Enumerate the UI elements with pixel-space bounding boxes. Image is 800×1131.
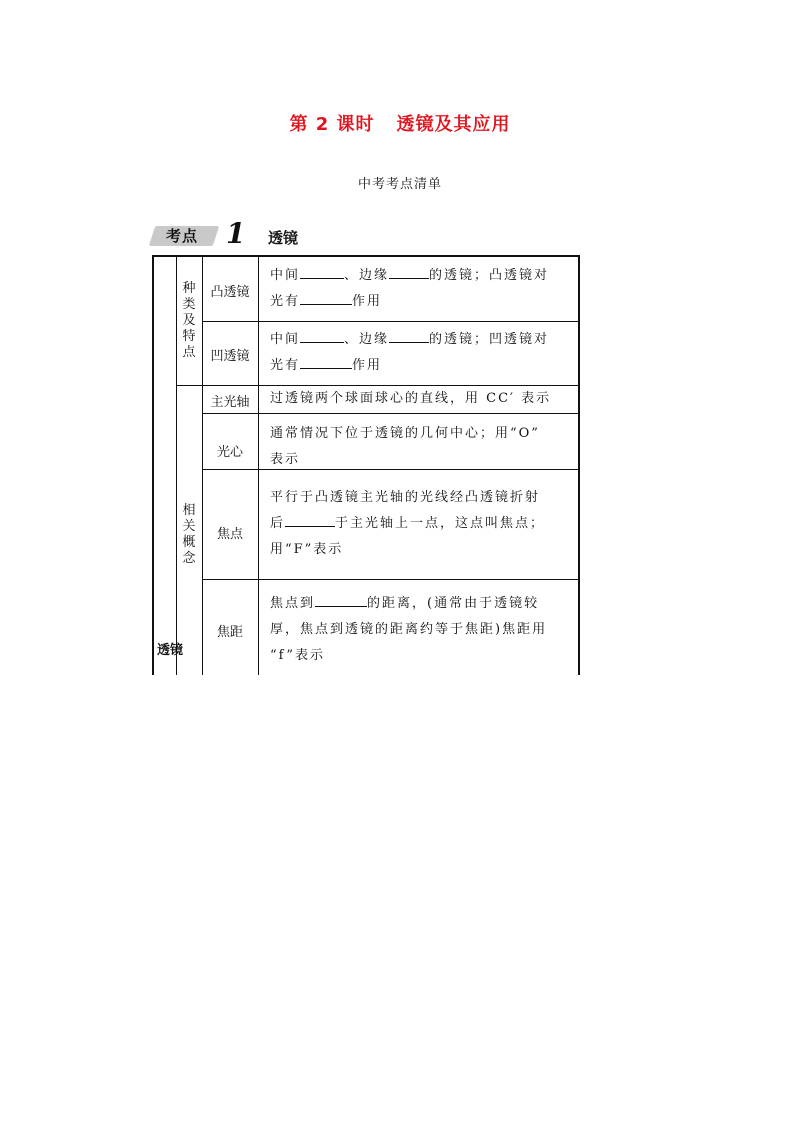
page-title [0,110,800,136]
answer-blank[interactable] [300,328,344,343]
row-label-focal-length: 焦距 [216,625,243,640]
lesson-number: 第 2 课时 [289,114,375,135]
row-label-optical-center: 光心 [216,445,243,460]
row-label-main-axis: 主光轴 [210,395,250,410]
answer-blank[interactable] [285,512,335,527]
row-label-focus: 焦点 [216,527,243,542]
row-content-main-axis: 过透镜两个球面球心的直线，用 CC′ 表示 [270,391,552,406]
row-content-focal-length: 焦点到 的距离，(通常由于透镜较 厚，焦点到透镜的距离约等于焦距)焦距用 “f”表示 [270,591,547,669]
table-divider [202,257,203,385]
row-content-optical-center: 通常情况下位于透镜的几何中心；用“O” 表示 [270,426,540,467]
table-divider [202,579,580,580]
badge-label: 考点 [166,227,199,245]
section-badge [152,217,264,250]
concept-table [152,255,580,675]
answer-blank[interactable] [389,328,429,343]
badge-number: 1 [226,217,246,250]
page-subtitle: 中考考点清单 [357,177,442,192]
row-content-concave: 中间 、边缘 的透镜；凹透镜对 光有 作用 [270,327,549,379]
row-content-focus: 平行于凸透镜主光轴的光线经凸透镜折射 后 于主光轴上一点，这点叫焦点； 用“F”表示 [270,490,546,557]
lesson-topic: 透镜及其应用 [396,114,511,135]
section-title: 透镜 [268,229,299,247]
group-label-concepts: 相关概念 [182,503,196,566]
row-label-convex: 凸透镜 [210,285,250,300]
answer-blank[interactable] [300,264,344,279]
outer-label: 透镜 [157,643,184,658]
row-content-convex: 中间 、边缘 的透镜；凸透镜对 光有 作用 [270,263,549,315]
answer-blank[interactable] [300,290,352,305]
answer-blank[interactable] [389,264,429,279]
table-divider [176,257,177,675]
table-divider [202,321,580,322]
table-divider [202,413,580,414]
answer-blank[interactable] [315,592,367,607]
table-divider [258,257,259,675]
answer-blank[interactable] [300,354,352,369]
row-label-concave: 凹透镜 [210,349,250,364]
group-label-types: 种类及特点 [182,281,196,360]
